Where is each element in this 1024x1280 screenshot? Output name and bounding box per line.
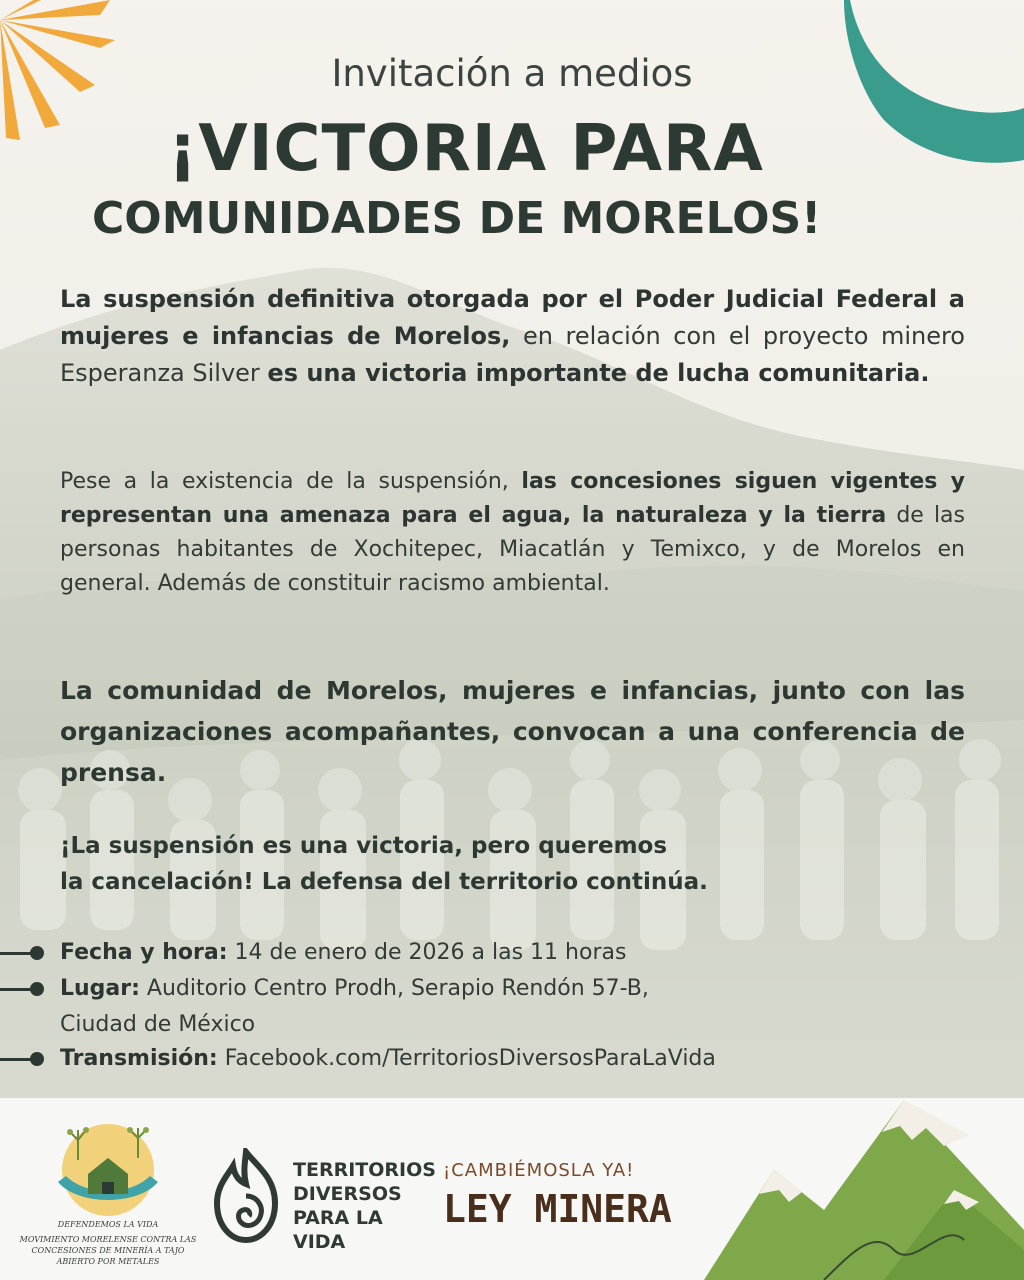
place-label: Lugar: <box>60 976 140 1001</box>
defendemos-emblem-icon <box>18 1110 198 1220</box>
slogan-line-1: ¡La suspensión es una victoria, pero queremos <box>60 833 668 859</box>
paragraph-slogan <box>60 828 708 900</box>
stream-value[interactable]: Facebook.com/TerritoriosDiversosParaLaVida <box>217 1046 716 1071</box>
date-value: 14 de enero de 2026 a las 11 horas <box>227 940 627 965</box>
bullet-dot-icon <box>0 988 38 991</box>
paragraph-suspension-text: en relación con el proyecto minero Esperanza Silver <box>60 322 965 387</box>
paragraph-concessions-bold: las concesiones siguen vigentes y representan una amenaza para el agua, la naturaleza y la tierra <box>60 469 966 528</box>
headline-line-1: ¡VICTORIA PARA <box>168 112 764 186</box>
mountains-illustration <box>704 1060 1024 1280</box>
defendemos-la-vida-label: DEFENDEMOS LA VIDA <box>57 1220 159 1229</box>
cambiemosla-ya-label: ¡CAMBIÉMOSLA YA! <box>443 1160 635 1181</box>
detail-stream-text <box>60 1042 716 1076</box>
paragraph-concessions <box>60 465 965 601</box>
date-label: Fecha y hora: <box>60 940 228 965</box>
logo-territorios-diversos <box>205 1148 436 1253</box>
slogan-line-2: la cancelación! La defensa del territorio continúa. <box>60 869 708 895</box>
paragraph-suspension-bold-2: es una victoria importante de lucha comunitaria. <box>267 359 930 387</box>
footer-logos <box>0 1098 1024 1280</box>
invitation-kicker: Invitación a medios <box>331 52 693 95</box>
ley-minera-label: LEY MINERA <box>443 1187 672 1231</box>
place-value: Auditorio Centro Prodh, Serapio Rendón 57-B, <box>139 976 649 1001</box>
flame-spiral-logo <box>205 1148 287 1244</box>
territorios-wordmark <box>293 1158 436 1254</box>
detail-date-text <box>60 936 626 970</box>
logo-ley-minera <box>440 1160 672 1240</box>
logo-defendemos-la-vida <box>18 1110 198 1278</box>
paragraph-concessions-text-2: de las personas habitantes de Xochitepec, Miacatlán y Temixco, y de Morelos en general. Además de constituir racismo ambiental. <box>60 503 965 596</box>
territorios-line-3: PARA LA VIDA <box>293 1207 383 1253</box>
detail-place-text <box>60 972 649 1006</box>
place-value-line-2: Ciudad de México <box>60 1012 256 1037</box>
paragraph-suspension-bold-1: La suspensión definitiva otorgada por el Poder Judicial Federal a mujeres e infancias de Morelos, <box>60 285 965 350</box>
headline-line-2: COMUNIDADES DE MORELOS! <box>92 193 822 244</box>
paragraph-concessions-text-1: Pese a la existencia de la suspensión, <box>60 469 522 494</box>
paragraph-suspension <box>60 281 965 392</box>
stream-label: Transmisión: <box>60 1046 218 1071</box>
territorios-line-2: DIVERSOS <box>293 1183 402 1205</box>
bullet-dot-icon <box>0 952 38 955</box>
territorios-line-1: TERRITORIOS <box>293 1159 436 1181</box>
paragraph-press-conference: La comunidad de Morelos, mujeres e infancias, junto con las organizaciones acompañantes, convocan a una conferencia de prensa. <box>60 676 965 787</box>
movimiento-caption: MOVIMIENTO MORELENSE CONTRA LAS CONCESIONES DE MINERÍA A TAJO ABIERTO POR METALES <box>19 1235 197 1266</box>
bullet-dot-icon <box>0 1058 38 1061</box>
